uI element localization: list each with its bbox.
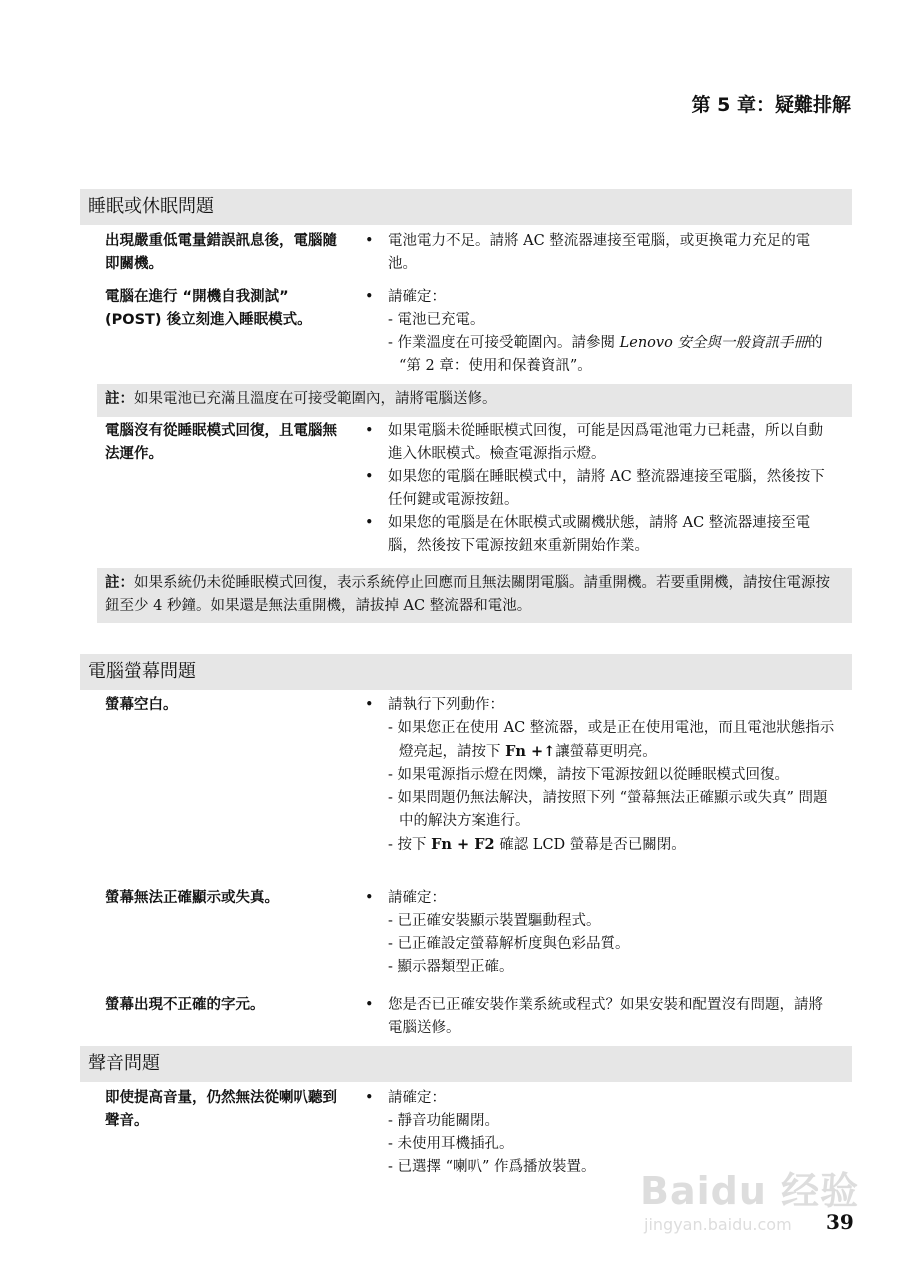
note-box: [97, 384, 852, 417]
dash-text: 已正確安裝顯示裝置驅動程式。: [397, 913, 601, 929]
key-combo: Fn +↑: [505, 743, 556, 760]
dash-item: - 顯示器類型正確。: [388, 959, 514, 975]
dash-item: - 按下 Fn + F2 確認 LCD 螢幕是否已關閉。: [388, 836, 686, 853]
problem-label: 出現嚴重低電量錯誤訊息後，電腦隨即關機。: [105, 233, 337, 272]
bullet-item: • 如果電腦未從睡眠模式回復，可能是因爲電池電力已耗盡，所以自動進入休眠模式。檢查電源指示燈。: [365, 420, 835, 466]
chapter-title: 第 5 章：疑難排解: [691, 94, 851, 116]
dash-item: - 如果您正在使用 AC 整流器，或是正在使用電池，而且電池狀態指示燈亮起，請按下 Fn +↑讓螢幕更明亮。: [388, 720, 835, 760]
dash-item: - 如果電源指示燈在閃爍，請按下電源按鈕以從睡眠模式回復。: [388, 767, 790, 783]
dash-item: - 未使用耳機插孔。: [388, 1136, 514, 1152]
dash-item: - 已選擇 “喇叭” 作爲播放裝置。: [388, 1159, 596, 1175]
dash-item: - 已正確設定螢幕解析度與色彩品質。: [388, 936, 630, 952]
section-header-sleep: 睡眠或休眠問題: [80, 189, 852, 225]
dash-text: 如果您正在使用 AC 整流器，或是正在使用電池，而且電池狀態指示燈亮起，請按下: [397, 720, 835, 760]
bullet-item: • 請確定：: [365, 1087, 835, 1110]
bullet-item: • 如果您的電腦在睡眠模式中，請將 AC 整流器連接至電腦，然後按下任何鍵或電源按鈕。: [365, 466, 835, 512]
dash-text: 的 “第 2 章：使用和保養資訊”。: [399, 335, 823, 374]
problem-label: 電腦在進行 “開機自我測試” (POST) 後立刻進入睡眠模式。: [105, 289, 312, 328]
note-label: 註：: [105, 391, 134, 407]
section-header-screen: 電腦螢幕問題: [80, 654, 852, 690]
dash-item: - 如果問題仍無法解決，請按照下列 “螢幕無法正確顯示或失真” 問題中的解決方案進行。: [388, 790, 828, 829]
problem-label: 螢幕空白。: [105, 697, 178, 713]
bullet-item: • 如果您的電腦是在休眠模式或關機狀態，請將 AC 整流器連接至電腦，然後按下電源按鈕來重新開始作業。: [365, 512, 835, 558]
dash-text: 如果電源指示燈在閃爍，請按下電源按鈕以從睡眠模式回復。: [397, 767, 790, 783]
dash-item: - 靜音功能關閉。: [388, 1113, 500, 1129]
dash-text: 未使用耳機插孔。: [397, 1136, 514, 1152]
solution-cell: [365, 286, 835, 378]
note-text: 如果電池已充滿且溫度在可接受範圍內，請將電腦送修。: [134, 391, 497, 407]
watermark-url: jingyan.baidu.com: [644, 1215, 792, 1234]
dash-text: 如果問題仍無法解決，請按照下列 “螢幕無法正確顯示或失真” 問題中的解決方案進行。: [397, 790, 828, 829]
note-label: 註：: [105, 575, 134, 591]
problem-label: 即使提高音量，仍然無法從喇叭聽到聲音。: [105, 1090, 337, 1129]
dash-text: 作業溫度在可接受範圍內。請參閱: [397, 335, 620, 351]
dash-text: 讓螢幕更明亮。: [555, 744, 657, 760]
solution-cell: [365, 994, 835, 1040]
dash-text: 已選擇 “喇叭” 作爲播放裝置。: [397, 1159, 596, 1175]
bullet-item: • 電池電力不足。請將 AC 整流器連接至電腦，或更換電力充足的電池。: [365, 230, 835, 276]
solution-cell: [365, 887, 835, 979]
dash-text: 已正確設定螢幕解析度與色彩品質。: [397, 936, 630, 952]
manual-title: Lenovo 安全與一般資訊手冊: [619, 335, 808, 351]
dash-text: 按下: [397, 837, 432, 853]
page-number: 39: [826, 1210, 854, 1234]
dash-item: - 電池已充電。: [388, 312, 485, 328]
solution-cell: [365, 694, 835, 857]
bullet-item: • 請執行下列動作：: [365, 694, 835, 717]
problem-label: 電腦沒有從睡眠模式回復，且電腦無法運作。: [105, 423, 337, 462]
dash-text: 電池已充電。: [397, 312, 485, 328]
solution-cell: [365, 420, 835, 558]
note-box: [97, 568, 852, 623]
dash-text: 顯示器類型正確。: [397, 959, 514, 975]
key-combo: Fn + F2: [431, 836, 495, 853]
bullet-item: • 您是否已正確安裝作業系統或程式？如果安裝和配置沒有問題，請將電腦送修。: [365, 994, 835, 1040]
problem-label: 螢幕出現不正確的字元。: [105, 997, 265, 1013]
dash-item: - 已正確安裝顯示裝置驅動程式。: [388, 913, 601, 929]
solution-cell: [365, 230, 835, 276]
section-header-sound: 聲音問題: [80, 1046, 852, 1082]
problem-label: 螢幕無法正確顯示或失真。: [105, 890, 279, 906]
bullet-item: • 請確定：: [365, 887, 835, 910]
bullet-item: • 請確定：: [365, 286, 835, 309]
dash-text: 靜音功能關閉。: [397, 1113, 500, 1129]
dash-text: 確認 LCD 螢幕是否已關閉。: [494, 837, 686, 853]
watermark-brand: Baidu 经验: [640, 1169, 860, 1213]
note-text: 如果系統仍未從睡眠模式回復，表示系統停止回應而且無法關閉電腦。請重開機。若要重開機，請按住電源按鈕至少 4 秒鐘。如果還是無法重開機，請拔掉 AC 整流器和電池。: [105, 575, 830, 614]
dash-item: - 作業溫度在可接受範圍內。請參閱 Lenovo 安全與一般資訊手冊的 “第 2 章：使用和保養資訊”。: [388, 335, 823, 374]
